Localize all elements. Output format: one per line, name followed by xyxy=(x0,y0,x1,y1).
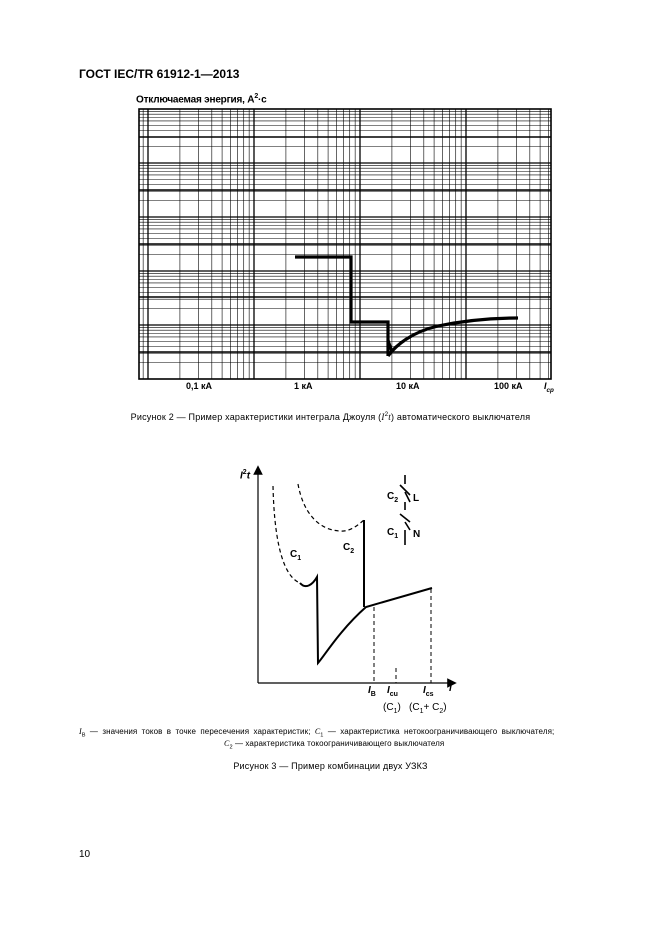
fig3-switch-c1-label: $C_1$ xyxy=(387,527,399,540)
fig3-icu-label: $I_{cu}$ xyxy=(387,685,398,698)
fig3-c1-curve xyxy=(273,486,300,583)
fig3-x-axis-label: I xyxy=(449,683,452,694)
fig3-note-line2: $C_2$ — характеристика токоограничивающего выключателя xyxy=(224,739,445,751)
fig3-switch-l-label: L xyxy=(413,493,420,504)
fig3-caption: Рисунок 3 — Пример комбинации двух УЗКЗ xyxy=(233,761,428,771)
fig3-ib-label: $I_B$ xyxy=(368,685,376,698)
fig3-c2-label: $C_2$ xyxy=(343,542,355,555)
fig3-switch-n-label: N xyxy=(413,529,421,540)
fig2-tick-100ka: 100 кА xyxy=(494,381,523,391)
fig3-sum-paren: $(C_1+ C_2)$ xyxy=(409,702,447,715)
fig3-c1-label: $C_1$ xyxy=(290,549,302,562)
document-header: ГОСТ IEC/TR 61912-1—2013 xyxy=(79,67,240,81)
fig3-switch-c2-label: $C_2$ xyxy=(387,491,399,504)
fig3-note-line1: $I_B$ — значения токов в точке пересечения характеристик; $C_1$ — характеристика нетокоограничивающего выключателя; xyxy=(79,727,555,739)
fig2-y-axis-label: Отключаемая энергия, $А^2\cdot с$ xyxy=(136,93,267,106)
fig3-combined-curve xyxy=(300,577,432,663)
fig3-c1-paren: $(C_1)$ xyxy=(383,702,401,715)
fig2-tick-10ka: 10 кА xyxy=(396,381,420,391)
fig2-tick-1ka: 1 кА xyxy=(294,381,313,391)
page-number: 10 xyxy=(79,849,91,860)
fig3-y-axis-label: $I^2t$ xyxy=(240,469,251,482)
fig2-tick-0-1ka: 0,1 кА xyxy=(186,381,213,391)
fig3-switch-symbol xyxy=(400,475,410,545)
fig2-x-axis-label: $I_{ср}$ xyxy=(544,381,554,394)
fig2-caption: Рисунок 2 — Пример характеристики интеграла Джоуля $(I^2t)$ автоматического выключателя xyxy=(130,411,531,422)
fig3-c2-dashed xyxy=(298,484,364,531)
fig3-ics-label: $I_{cs}$ xyxy=(423,685,434,698)
